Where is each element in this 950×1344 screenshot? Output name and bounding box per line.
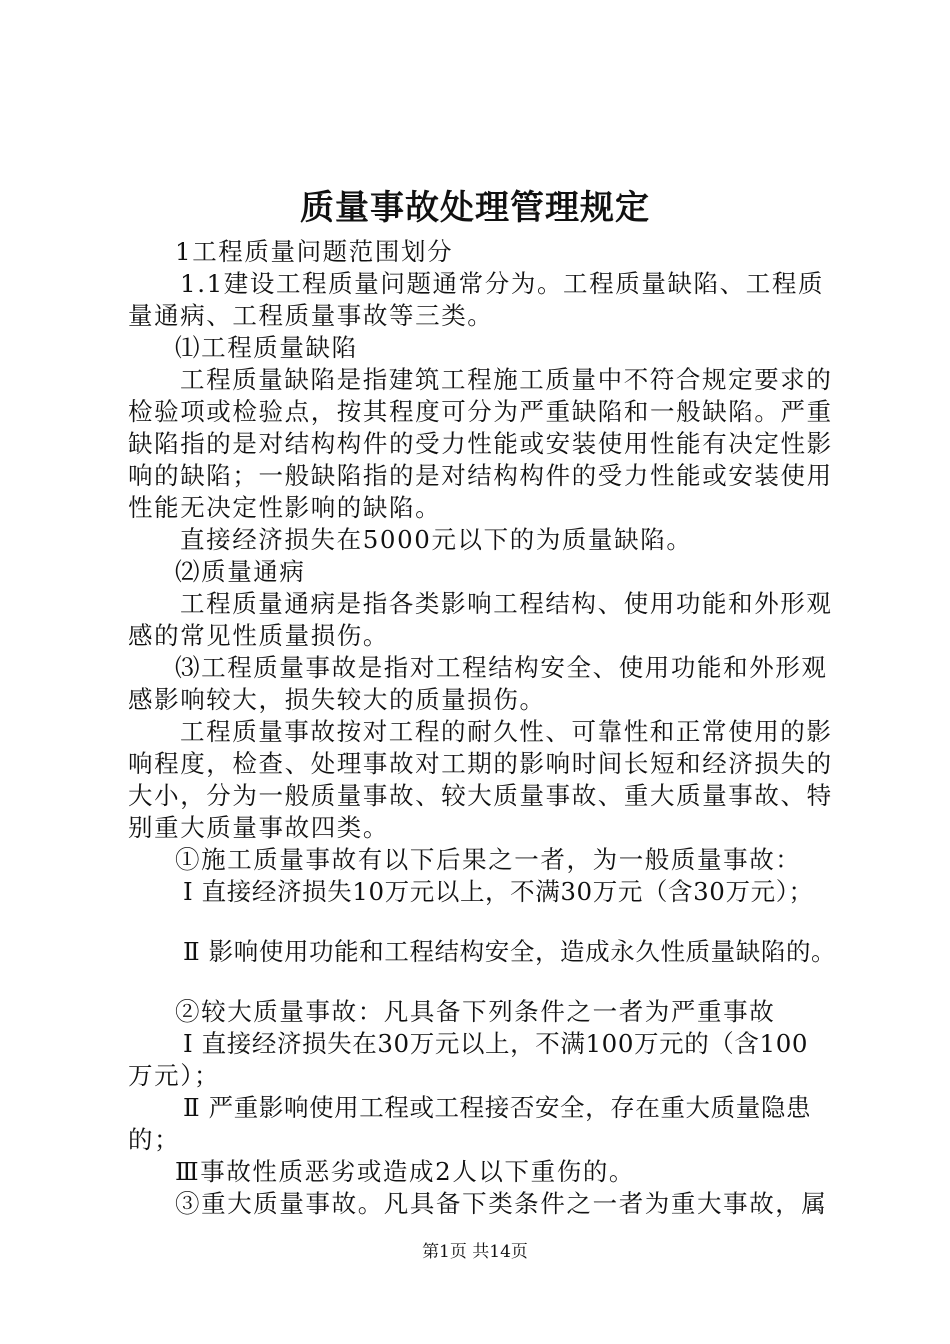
paragraph-line: 缺陷指的是对结构构件的受力性能或安装使用性能有决定性影	[128, 429, 833, 458]
paragraph-line: 别重大质量事故四类。	[128, 813, 389, 842]
paragraph-line: 直接经济损失在5000元以下的为质量缺陷。	[180, 525, 693, 554]
paragraph-line: 量通病、工程质量事故等三类。	[128, 301, 494, 330]
paragraph-line: 工程质量缺陷是指建筑工程施工质量中不符合规定要求的	[180, 365, 833, 394]
paragraph-line: 感的常见性质量损伤。	[128, 621, 389, 650]
list-item: Ⅲ事故性质恶劣或造成2人以下重伤的。	[175, 1157, 636, 1186]
subsection-heading: ⑵质量通病	[175, 557, 306, 586]
list-item: Ⅱ 影响使用功能和工程结构安全，造成永久性质量缺陷的。	[183, 937, 837, 966]
paragraph-line: 工程质量通病是指各类影响工程结构、使用功能和外形观	[180, 589, 833, 618]
list-item: Ⅰ 直接经济损失10万元以上，不满30万元（含30万元）；	[183, 877, 814, 906]
paragraph-line: 万元）；	[128, 1061, 221, 1090]
paragraph-line: ⑶工程质量事故是指对工程结构安全、使用功能和外形观	[175, 653, 828, 682]
paragraph-line: ③重大质量事故。凡具备下类条件之一者为重大事故，属	[175, 1189, 828, 1218]
paragraph-line: ②较大质量事故：凡具备下列条件之一者为严重事故	[175, 997, 776, 1026]
page-footer: 第1页 共14页	[422, 1242, 528, 1262]
subsection-heading: ⑴工程质量缺陷	[175, 333, 358, 362]
paragraph-line: 响的缺陷；一般缺陷指的是对结构构件的受力性能或安装使用	[128, 461, 833, 490]
paragraph-line: 响程度，检查、处理事故对工期的影响时间长短和经济损失的	[128, 749, 833, 778]
paragraph-line: 大小，分为一般质量事故、较大质量事故、重大质量事故、特	[128, 781, 833, 810]
list-item: Ⅱ 严重影响使用工程或工程接否安全，存在重大质量隐患	[183, 1093, 812, 1122]
paragraph-line: 性能无决定性影响的缺陷。	[128, 493, 442, 522]
paragraph-line: 的；	[128, 1125, 181, 1154]
paragraph-line: ①施工质量事故有以下后果之一者，为一般质量事故：	[175, 845, 802, 874]
paragraph-line: 感影响较大，损失较大的质量损伤。	[128, 685, 546, 714]
document-title: 质量事故处理管理规定	[300, 188, 650, 228]
paragraph-line: 检验项或检验点，按其程度可分为严重缺陷和一般缺陷。严重	[128, 397, 833, 426]
list-item: Ⅰ 直接经济损失在30万元以上，不满100万元的（含100	[183, 1029, 809, 1058]
paragraph-line: 工程质量事故按对工程的耐久性、可靠性和正常使用的影	[180, 717, 833, 746]
section-heading: 1工程质量问题范围划分	[175, 237, 454, 266]
paragraph-line: 1.1建设工程质量问题通常分为。工程质量缺陷、工程质	[180, 269, 825, 298]
